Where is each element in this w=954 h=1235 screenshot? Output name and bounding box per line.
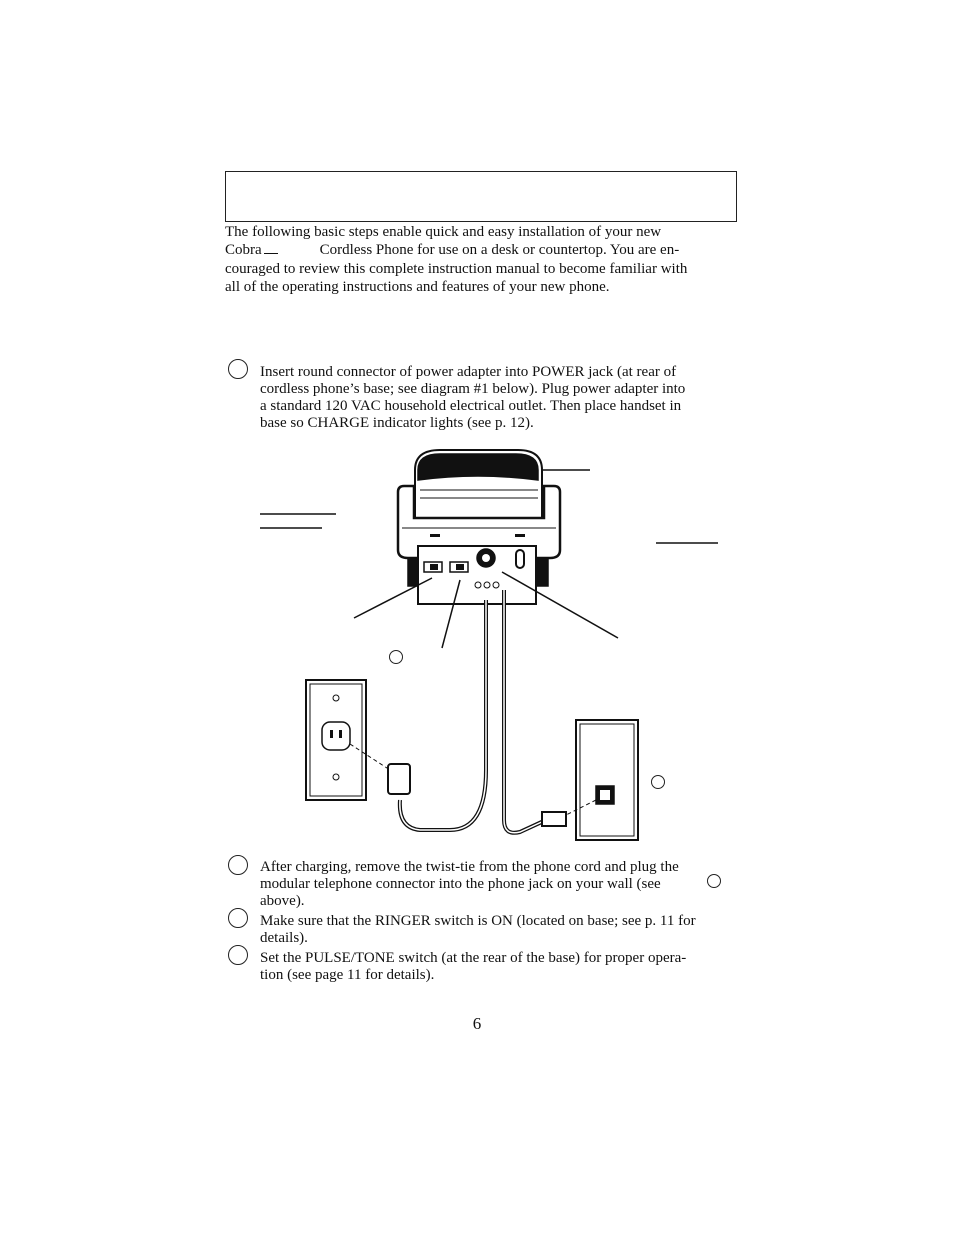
electrical-outlet-illustration <box>306 680 410 800</box>
step-3-line-2: details). <box>260 930 308 946</box>
step-1-line-4: base so CHARGE indicator lights (see p. 12). <box>260 415 534 431</box>
step-3 <box>260 913 750 947</box>
page-number: 6 <box>472 1014 482 1033</box>
section-title-box <box>225 171 737 222</box>
intro-paragraph <box>225 223 745 296</box>
step-2-line-2: modular telephone connector into the phone jack on your wall (see <box>260 876 661 892</box>
diagram-marker-b <box>651 775 665 789</box>
model-blank <box>264 241 278 254</box>
intro-line-3: couraged to review this complete instruction manual to become familiar with <box>225 260 688 277</box>
phone-cord <box>504 590 546 833</box>
step-1-line-1: Insert round connector of power adapter into POWER jack (at rear of <box>260 364 677 380</box>
step-2 <box>260 859 750 910</box>
brand-name: Cobra <box>225 242 262 259</box>
step-1-line-2: cordless phone’s base; see diagram #1 below). Plug power adapter into <box>260 381 686 397</box>
step-1-line-3: a standard 120 VAC household electrical outlet. Then place handset in <box>260 398 682 414</box>
step-2-line-1: After charging, remove the twist-tie from the phone cord and plug the <box>260 859 679 875</box>
step-3-line-1: Make sure that the RINGER switch is ON (located on base; see p. 11 for <box>260 913 696 929</box>
step-1-marker <box>228 359 248 379</box>
step-2-inline-marker <box>707 874 721 888</box>
step-4 <box>260 950 750 984</box>
power-cord <box>400 600 486 830</box>
step-4-marker <box>228 945 248 965</box>
step-2-marker <box>228 855 248 875</box>
step-4-line-2: tion (see page 11 for details). <box>260 967 435 983</box>
intro-line-2 <box>225 241 745 259</box>
step-1 <box>260 364 750 432</box>
diagram-marker-a <box>389 650 403 664</box>
intro-line-2-text: Cordless Phone for use on a desk or countertop. You are en- <box>319 242 680 259</box>
step-2-line-3: above). <box>260 893 305 909</box>
wall-phone-jack-illustration <box>542 720 638 840</box>
handset-illustration <box>415 450 542 520</box>
step-4-line-1: Set the PULSE/TONE switch (at the rear of the base) for proper opera- <box>260 950 687 966</box>
intro-line-1: The following basic steps enable quick and easy installation of your new <box>225 224 662 240</box>
intro-line-4: all of the operating instructions and features of your new phone. <box>225 278 610 295</box>
step-3-marker <box>228 908 248 928</box>
